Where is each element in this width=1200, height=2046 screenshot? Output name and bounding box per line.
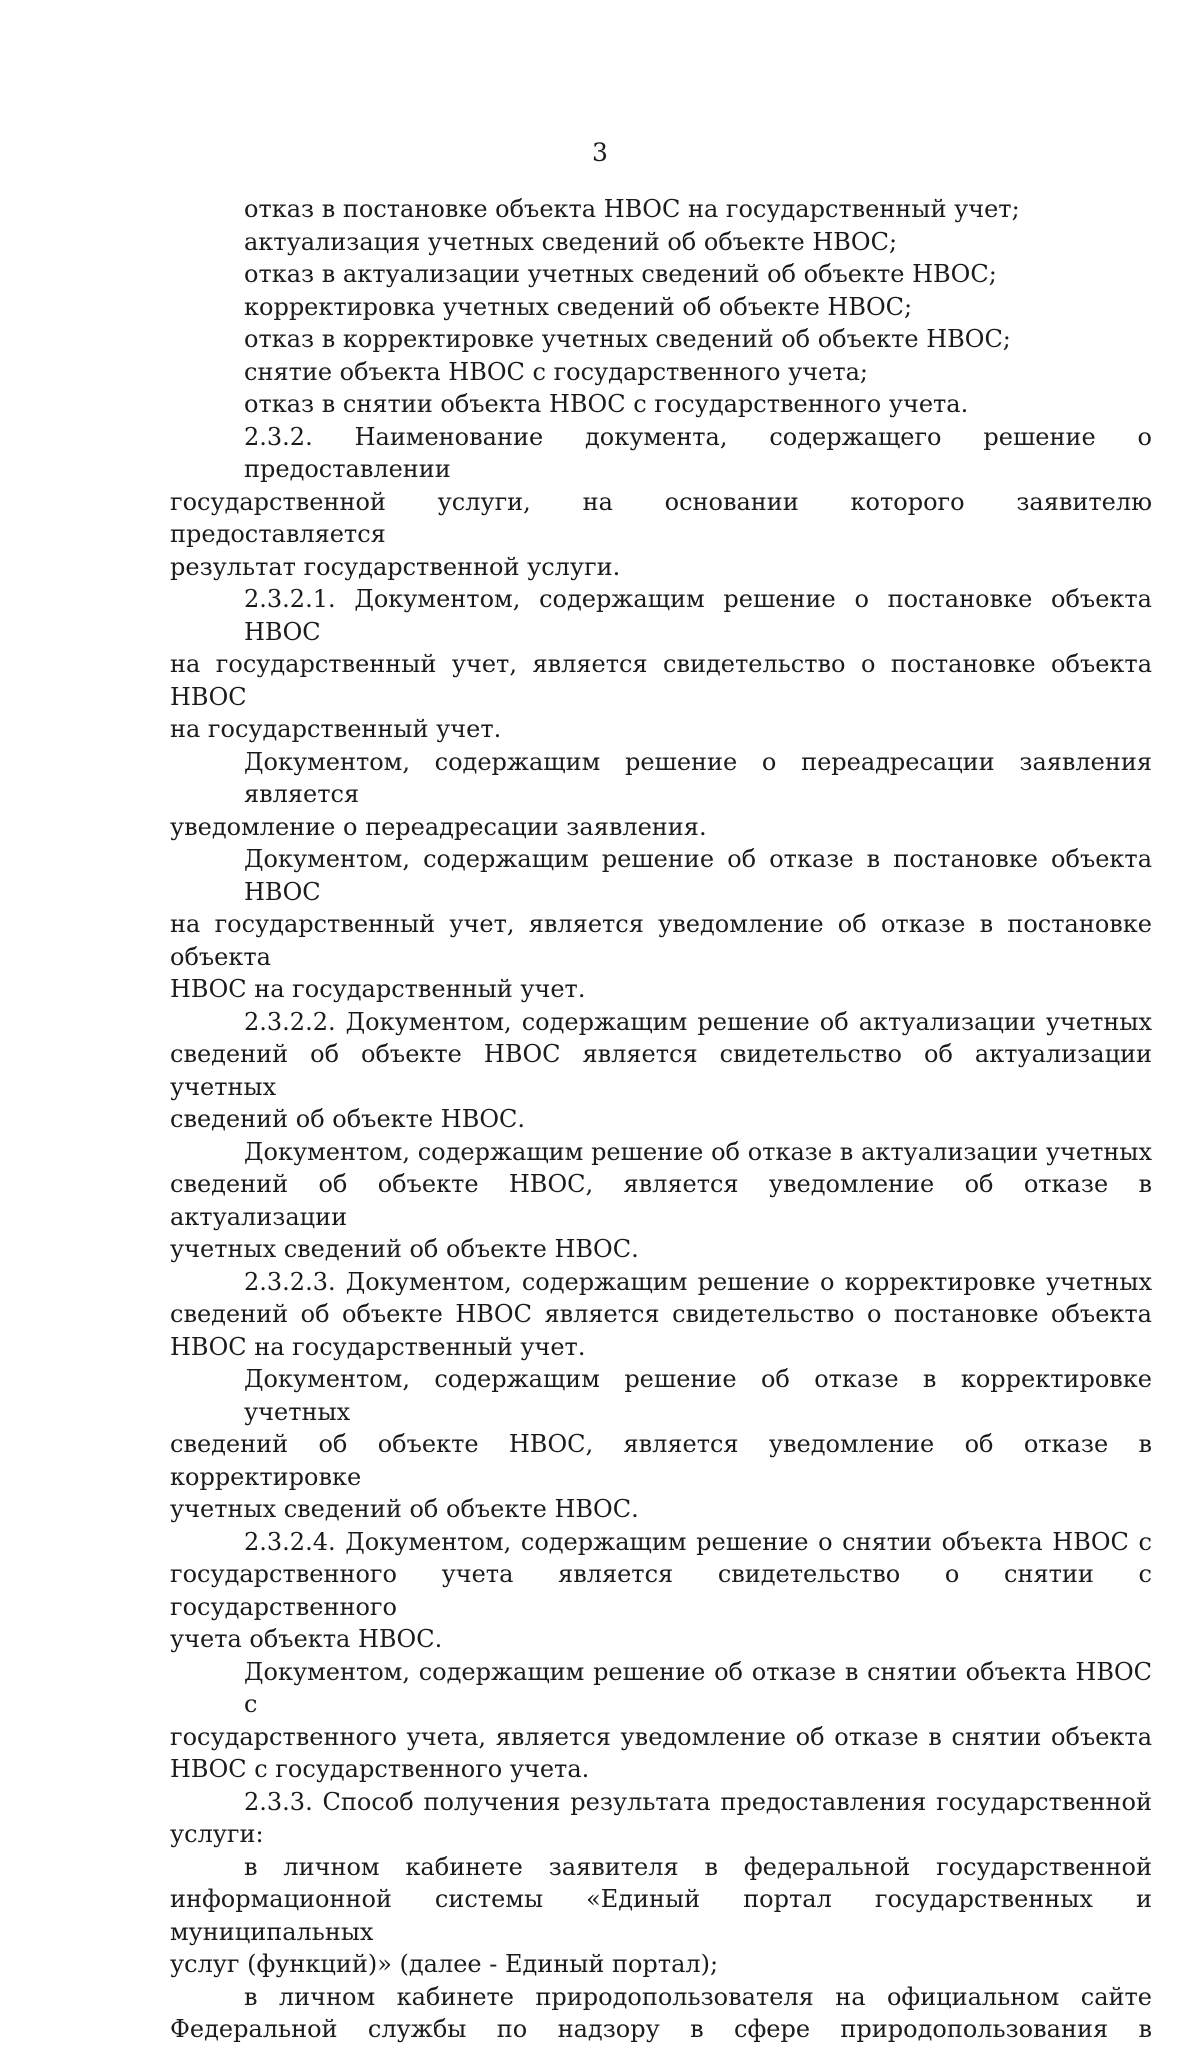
- text-line: в личном кабинете природопользователя на официальном сайте: [244, 1982, 1152, 2011]
- text-line: сведений об объекте НВОС является свидетельство об актуализации учетных: [170, 1040, 1152, 1101]
- text-line: в личном кабинете заявителя в федеральной государственной: [244, 1852, 1152, 1881]
- text-line: снятие объекта НВОС с государственного учета;: [244, 357, 868, 386]
- text-line: учетных сведений об объекте НВОС.: [170, 1235, 639, 1263]
- text-line: услуги:: [170, 1820, 264, 1848]
- text-line: 2.3.2.3. Документом, содержащим решение о корректировке учетных: [244, 1267, 1152, 1296]
- text-line: Документом, содержащим решение об отказе в постановке объекта НВОС: [244, 845, 1152, 906]
- text-line: Документом, содержащим решение об отказе в корректировке учетных: [244, 1365, 1152, 1426]
- page-number: 3: [592, 138, 608, 167]
- text-line: Документом, содержащим решение об отказе в актуализации учетных: [244, 1137, 1152, 1166]
- text-line: сведений об объекте НВОС, является уведомление об отказе в корректировке: [170, 1430, 1152, 1491]
- text-line: 2.3.3. Способ получения результата предоставления государственной: [244, 1787, 1152, 1816]
- text-line: 2.3.2.4. Документом, содержащим решение о снятии объекта НВОС с: [244, 1527, 1152, 1556]
- text-line: НВОС с государственного учета.: [170, 1755, 590, 1783]
- text-line: отказ в постановке объекта НВОС на государственный учет;: [244, 195, 1020, 223]
- text-line: 2.3.2. Наименование документа, содержащего решение о предоставлении: [244, 422, 1152, 483]
- text-line: услуг (функций)» (далее - Единый портал);: [170, 1950, 719, 1978]
- document-body: [170, 193, 1152, 2046]
- text-line: НВОС на государственный учет.: [170, 1332, 586, 1361]
- text-line: актуализация учетных сведений об объекте НВОС;: [244, 227, 898, 256]
- text-line: на государственный учет, является уведомление об отказе в постановке объекта: [170, 910, 1152, 971]
- text-line: корректировка учетных сведений об объекте НВОС;: [244, 292, 913, 321]
- text-line: отказ в снятии объекта НВОС с государственного учета.: [244, 390, 969, 418]
- text-line: государственной услуги, на основании которого заявителю предоставляется: [170, 487, 1152, 548]
- text-line: НВОС на государственный учет.: [170, 975, 586, 1003]
- text-line: 2.3.2.1. Документом, содержащим решение о постановке объекта НВОС: [244, 585, 1152, 646]
- text-line: результат государственной услуги.: [170, 552, 621, 581]
- text-line: на государственный учет, является свидетельство о постановке объекта НВОС: [170, 650, 1152, 711]
- text-line: сведений об объекте НВОС является свидетельство о постановке объекта: [170, 1300, 1152, 1328]
- text-line: уведомление о переадресации заявления.: [170, 812, 707, 841]
- text-line: сведений об объекте НВОС, является уведомление об отказе в актуализации: [170, 1170, 1152, 1231]
- text-line: информационной системы «Единый портал государственных и муниципальных: [170, 1885, 1152, 1946]
- text-line: отказ в корректировке учетных сведений об объекте НВОС;: [244, 325, 1011, 353]
- text-line: учета объекта НВОС.: [170, 1625, 443, 1653]
- text-line: сведений об объекте НВОС.: [170, 1105, 525, 1133]
- text-line: 2.3.2.2. Документом, содержащим решение об актуализации учетных: [244, 1007, 1152, 1036]
- text-line: отказ в актуализации учетных сведений об объекте НВОС;: [244, 260, 997, 288]
- text-line: на государственный учет.: [170, 715, 502, 743]
- text-line: Документом, содержащим решение о переадресации заявления является: [244, 747, 1152, 808]
- text-line: учетных сведений об объекте НВОС.: [170, 1495, 639, 1523]
- text-line: Федеральной службы по надзору в сфере природопользования в: [170, 2015, 1152, 2043]
- text-line: Документом, содержащим решение об отказе в снятии объекта НВОС с: [244, 1657, 1152, 1718]
- text-line: государственного учета является свидетельство о снятии с государственного: [170, 1560, 1152, 1621]
- text-line: государственного учета, является уведомление об отказе в снятии объекта: [170, 1722, 1152, 1751]
